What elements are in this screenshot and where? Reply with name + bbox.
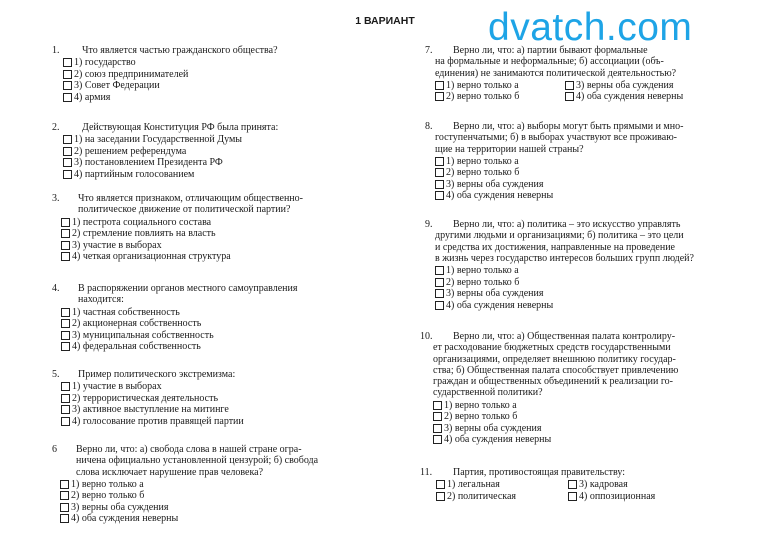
checkbox[interactable] xyxy=(435,289,444,298)
question-text: Верно ли, что: а) свобода слова в нашей стране огра- ничена официально установленной цензурой; б) свобода слова исключает нарушение прав человека? xyxy=(76,444,319,478)
answer-option[interactable]: 4) оба суждения неверны xyxy=(555,91,695,103)
checkbox[interactable] xyxy=(435,81,444,90)
checkbox[interactable] xyxy=(433,424,442,433)
checkbox[interactable] xyxy=(435,266,444,275)
checkbox[interactable] xyxy=(435,191,444,200)
answer-option[interactable]: 1) верно только а xyxy=(425,265,725,277)
answer-option[interactable]: 1) верно только а xyxy=(52,479,352,491)
answer-option[interactable]: 1) государство xyxy=(52,57,352,69)
answer-option[interactable]: 1) легальная xyxy=(420,479,560,491)
question-3 xyxy=(52,193,352,263)
checkbox[interactable] xyxy=(436,492,445,501)
question-text: Действующая Конституция РФ была принята: xyxy=(82,122,279,133)
answer-option[interactable]: 2) верно только б xyxy=(425,91,565,103)
question-number: 7. xyxy=(425,45,433,56)
answer-option[interactable]: 3) верны оба суждения xyxy=(425,179,725,191)
question-number: 8. xyxy=(425,121,433,132)
question-number: 3. xyxy=(52,193,60,204)
answer-option[interactable]: 2) политическая xyxy=(420,491,560,503)
answer-option[interactable]: 4) федеральная собственность xyxy=(52,341,352,353)
question-text: В распоряжении органов местного самоуправления находится: xyxy=(78,283,298,306)
checkbox[interactable] xyxy=(433,401,442,410)
checkbox[interactable] xyxy=(61,229,70,238)
answer-option[interactable]: 3) Совет Федерации xyxy=(52,80,352,92)
page-title: 1 ВАРИАНТ xyxy=(355,15,415,27)
checkbox[interactable] xyxy=(63,135,72,144)
answer-option[interactable]: 4) голосование против правящей партии xyxy=(52,416,352,428)
answer-option[interactable]: 3) участие в выборах xyxy=(52,240,352,252)
checkbox[interactable] xyxy=(568,480,577,489)
answer-row xyxy=(425,80,725,92)
checkbox[interactable] xyxy=(565,92,574,101)
answer-option[interactable]: 2) верно только б xyxy=(425,277,725,289)
checkbox[interactable] xyxy=(61,308,70,317)
answer-option[interactable]: 3) верны оба суждения xyxy=(52,502,352,514)
question-number: 2. xyxy=(52,122,60,133)
answer-option[interactable]: 4) армия xyxy=(52,92,352,104)
answer-option[interactable]: 2) террористическая деятельность xyxy=(52,393,352,405)
answer-option[interactable]: 4) оба суждения неверны xyxy=(52,513,352,525)
answer-option[interactable]: 1) верно только а xyxy=(425,156,725,168)
question-number: 11. xyxy=(420,467,433,478)
checkbox[interactable] xyxy=(61,405,70,414)
checkbox[interactable] xyxy=(61,331,70,340)
checkbox[interactable] xyxy=(60,491,69,500)
answer-option[interactable]: 2) верно только б xyxy=(425,167,725,179)
question-text: Верно ли, что: а) политика – это искусство управлять другими людьми и организациями; б) политика – это цели и средства их достижения, направленные на проведение в жизнь через государство интересов больших групп людей? xyxy=(435,219,694,264)
question-4 xyxy=(52,283,352,353)
checkbox[interactable] xyxy=(433,412,442,421)
answer-option[interactable]: 2) стремление повлиять на власть xyxy=(52,228,352,240)
answer-option[interactable]: 1) верно только а xyxy=(420,400,725,412)
question-2 xyxy=(52,122,352,180)
answer-option[interactable]: 3) активное выступление на митинге xyxy=(52,404,352,416)
answer-option[interactable]: 4) оба суждения неверны xyxy=(425,190,725,202)
question-text: Партия, противостоящая правительству: xyxy=(453,467,626,478)
question-11 xyxy=(420,467,725,502)
question-number: 1. xyxy=(52,45,60,56)
question-number: 5. xyxy=(52,369,60,380)
checkbox[interactable] xyxy=(435,180,444,189)
question-text: Что является частью гражданского общества? xyxy=(82,45,278,56)
checkbox[interactable] xyxy=(435,168,444,177)
checkbox[interactable] xyxy=(61,252,70,261)
checkbox[interactable] xyxy=(61,417,70,426)
answer-option[interactable]: 1) частная собственность xyxy=(52,307,352,319)
question-10 xyxy=(420,331,725,446)
checkbox[interactable] xyxy=(63,170,72,179)
question-number: 9. xyxy=(425,219,433,230)
checkbox[interactable] xyxy=(436,480,445,489)
checkbox[interactable] xyxy=(60,503,69,512)
answer-option[interactable]: 4) четкая организационная структура xyxy=(52,251,352,263)
answer-option[interactable]: 4) партийным голосованием xyxy=(52,169,352,181)
answer-row xyxy=(420,491,725,503)
checkbox[interactable] xyxy=(61,319,70,328)
checkbox[interactable] xyxy=(63,58,72,67)
question-9 xyxy=(425,219,725,311)
question-8 xyxy=(425,121,725,202)
question-text: Верно ли, что: а) выборы могут быть прямыми и мно- гоступенчатыми; б) в выборах участвуют все проживаю- щие на территории нашей страны? xyxy=(435,121,684,155)
watermark: dvatch.com xyxy=(488,6,693,49)
question-6 xyxy=(52,444,352,525)
checkbox[interactable] xyxy=(63,70,72,79)
answer-option[interactable]: 4) оба суждения неверны xyxy=(425,300,725,312)
answer-option[interactable]: 3) постановлением Президента РФ xyxy=(52,157,352,169)
checkbox[interactable] xyxy=(435,157,444,166)
checkbox[interactable] xyxy=(63,93,72,102)
checkbox[interactable] xyxy=(63,158,72,167)
question-text: Верно ли, что: а) Общественная палата контролиру- ет расходование бюджетных средств государственными организациями, определяет внешнюю политику государ- ства; б) Общественная палата способствует привлечению граждан и общественных объединений к реализации го- сударственной политики? xyxy=(433,331,679,399)
question-number: 4. xyxy=(52,283,60,294)
answer-row xyxy=(425,91,725,103)
answer-option[interactable]: 2) союз предпринимателей xyxy=(52,69,352,81)
checkbox[interactable] xyxy=(61,218,70,227)
question-number: 10. xyxy=(420,331,433,342)
question-7 xyxy=(425,45,725,103)
answer-option[interactable]: 4) оппозиционная xyxy=(558,491,698,503)
checkbox[interactable] xyxy=(63,147,72,156)
answer-option[interactable]: 4) оба суждения неверны xyxy=(420,434,725,446)
answer-option[interactable]: 3) верны оба суждения xyxy=(555,80,695,92)
answer-option[interactable]: 3) кадровая xyxy=(558,479,698,491)
answer-option[interactable]: 3) верны оба суждения xyxy=(420,423,725,435)
checkbox[interactable] xyxy=(435,301,444,310)
answer-row xyxy=(420,479,725,491)
answer-option[interactable]: 2) акционерная собственность xyxy=(52,318,352,330)
answer-option[interactable]: 3) верны оба суждения xyxy=(425,288,725,300)
checkbox[interactable] xyxy=(433,435,442,444)
checkbox[interactable] xyxy=(63,81,72,90)
checkbox[interactable] xyxy=(565,81,574,90)
checkbox[interactable] xyxy=(61,394,70,403)
question-number: 6 xyxy=(52,444,57,455)
checkbox[interactable] xyxy=(60,480,69,489)
question-text: Верно ли, что: а) партии бывают формальные на формальные и неформальные; б) ассоциации (объ- единения) не занимаются политической деятельностью? xyxy=(435,45,677,79)
question-text: Что является признаком, отличающим общественно- политическое движение от политической партии? xyxy=(78,193,303,216)
answer-option[interactable]: 2) решением референдума xyxy=(52,146,352,158)
answer-option[interactable]: 1) верно только а xyxy=(425,80,565,92)
answer-option[interactable]: 2) верно только б xyxy=(52,490,352,502)
checkbox[interactable] xyxy=(568,492,577,501)
answer-option[interactable]: 1) участие в выборах xyxy=(52,381,352,393)
checkbox[interactable] xyxy=(435,278,444,287)
answer-option[interactable]: 3) муниципальная собственность xyxy=(52,330,352,342)
answer-option[interactable]: 2) верно только б xyxy=(420,411,725,423)
question-1 xyxy=(52,45,352,103)
checkbox[interactable] xyxy=(435,92,444,101)
answer-option[interactable]: 1) пестрота социального состава xyxy=(52,217,352,229)
checkbox[interactable] xyxy=(61,241,70,250)
answer-option[interactable]: 1) на заседании Государственной Думы xyxy=(52,134,352,146)
question-text: Пример политического экстремизма: xyxy=(78,369,236,380)
checkbox[interactable] xyxy=(60,514,69,523)
checkbox[interactable] xyxy=(61,382,70,391)
question-5 xyxy=(52,369,352,427)
checkbox[interactable] xyxy=(61,342,70,351)
